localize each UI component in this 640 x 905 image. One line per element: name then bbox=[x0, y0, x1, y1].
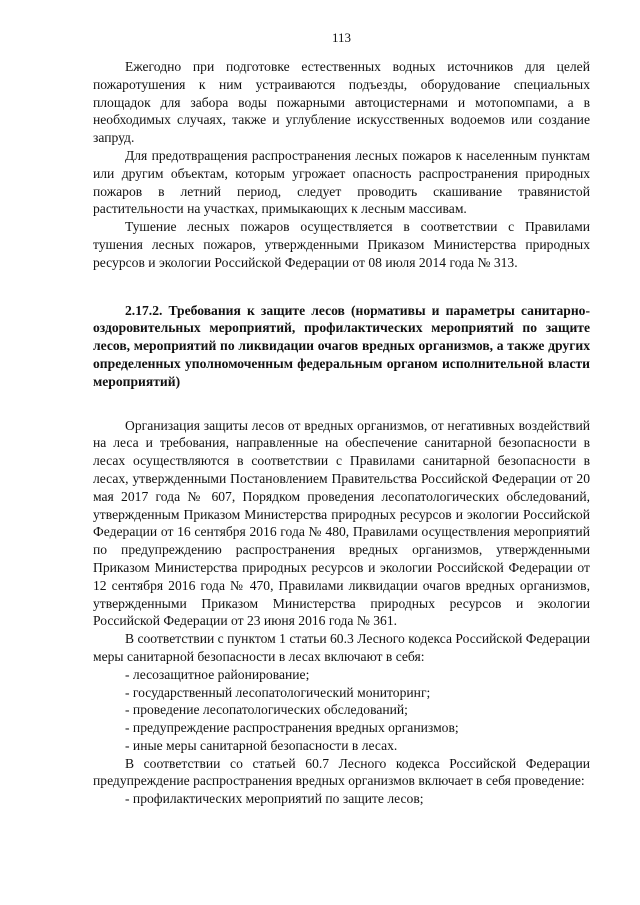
list-item: - профилактических мероприятий по защите лесов; bbox=[125, 791, 424, 807]
paragraph-sanitary-measures: В соответствии с пунктом 1 статьи 60.3 Лесного кодекса Российской Федерации меры санитарной безопасности в лесах включают в себя: bbox=[93, 631, 590, 664]
paragraph-fire-prevention: Для предотвращения распространения лесных пожаров к населенным пунктам или другим объектам, которым угрожает опасность распространения природных пожаров в летний период, следует проводить скашивание травянистой растительности на участках, примыкающих к лесным массивам. bbox=[93, 147, 590, 217]
list-item: - предупреждение распространения вредных организмов; bbox=[125, 720, 459, 736]
list-item: - проведение лесопатологических обследований; bbox=[125, 702, 408, 718]
paragraph-water-sources: Ежегодно при подготовке естественных водных источников для целей пожаротушения к ним устраиваются подъезды, оборудование специальных площадок для забора воды пожарными автоцистернами и мотопомпами, а в необходимых случаях, также и углубление искусственных водоемов или создание запруд. bbox=[93, 59, 590, 146]
paragraph-forest-protection: Организация защиты лесов от вредных организмов, от негативных воздействий на леса и требования, направленные на обеспечение санитарной безопасности в лесах осуществляются в соответствии с Правилами санитарной безопасности в лесах, утвержденными Постановлением Правительства Российской Федерации от 20 мая 2017 года № 607, Порядком проведения лесопатологических обследований, утвержденным Приказом Министерства природных ресурсов и экологии Российской Федерации от 16 сентября 2016 года № 480, Правилами осуществления мероприятий по предупреждению распространения вредных организмов, утвержденными Приказом Министерства природных ресурсов и экологии Российской Федерации от 12 сентября 2016 года № 470, Правилами ликвидации очагов вредных организмов, утвержденными Приказом Министерства природных ресурсов и экологии Российской Федерации от 23 июня 2016 года № 361. bbox=[93, 417, 590, 629]
list-item: - государственный лесопатологический мониторинг; bbox=[125, 684, 431, 700]
list-item: - иные меры санитарной безопасности в лесах. bbox=[125, 737, 398, 753]
page-number: 113 bbox=[331, 30, 352, 45]
list-item: - лесозащитное районирование; bbox=[125, 666, 310, 682]
section-heading: 2.17.2. Требования к защите лесов (нормативы и параметры санитарно-оздоровительных мероприятий, профилактических мероприятий по защите лесов, мероприятий по ликвидации очагов вредных организмов, а также других определенных уполномоченным федеральным органом исполнительной власти мероприятий) bbox=[93, 302, 590, 389]
paragraph-fire-extinguishing: Тушение лесных пожаров осуществляется в соответствии с Правилами тушения лесных пожаров, утвержденными Приказом Министерства природных ресурсов и экологии Российской Федерации от 08 июля 2014 года № 313. bbox=[93, 219, 590, 270]
sanitary-measures-list bbox=[93, 666, 590, 755]
paragraph-pest-prevention: В соответствии со статьей 60.7 Лесного кодекса Российской Федерации предупреждение распространения вредных организмов включает в себя проведение: bbox=[93, 755, 590, 789]
prevention-measures-list bbox=[93, 790, 590, 808]
